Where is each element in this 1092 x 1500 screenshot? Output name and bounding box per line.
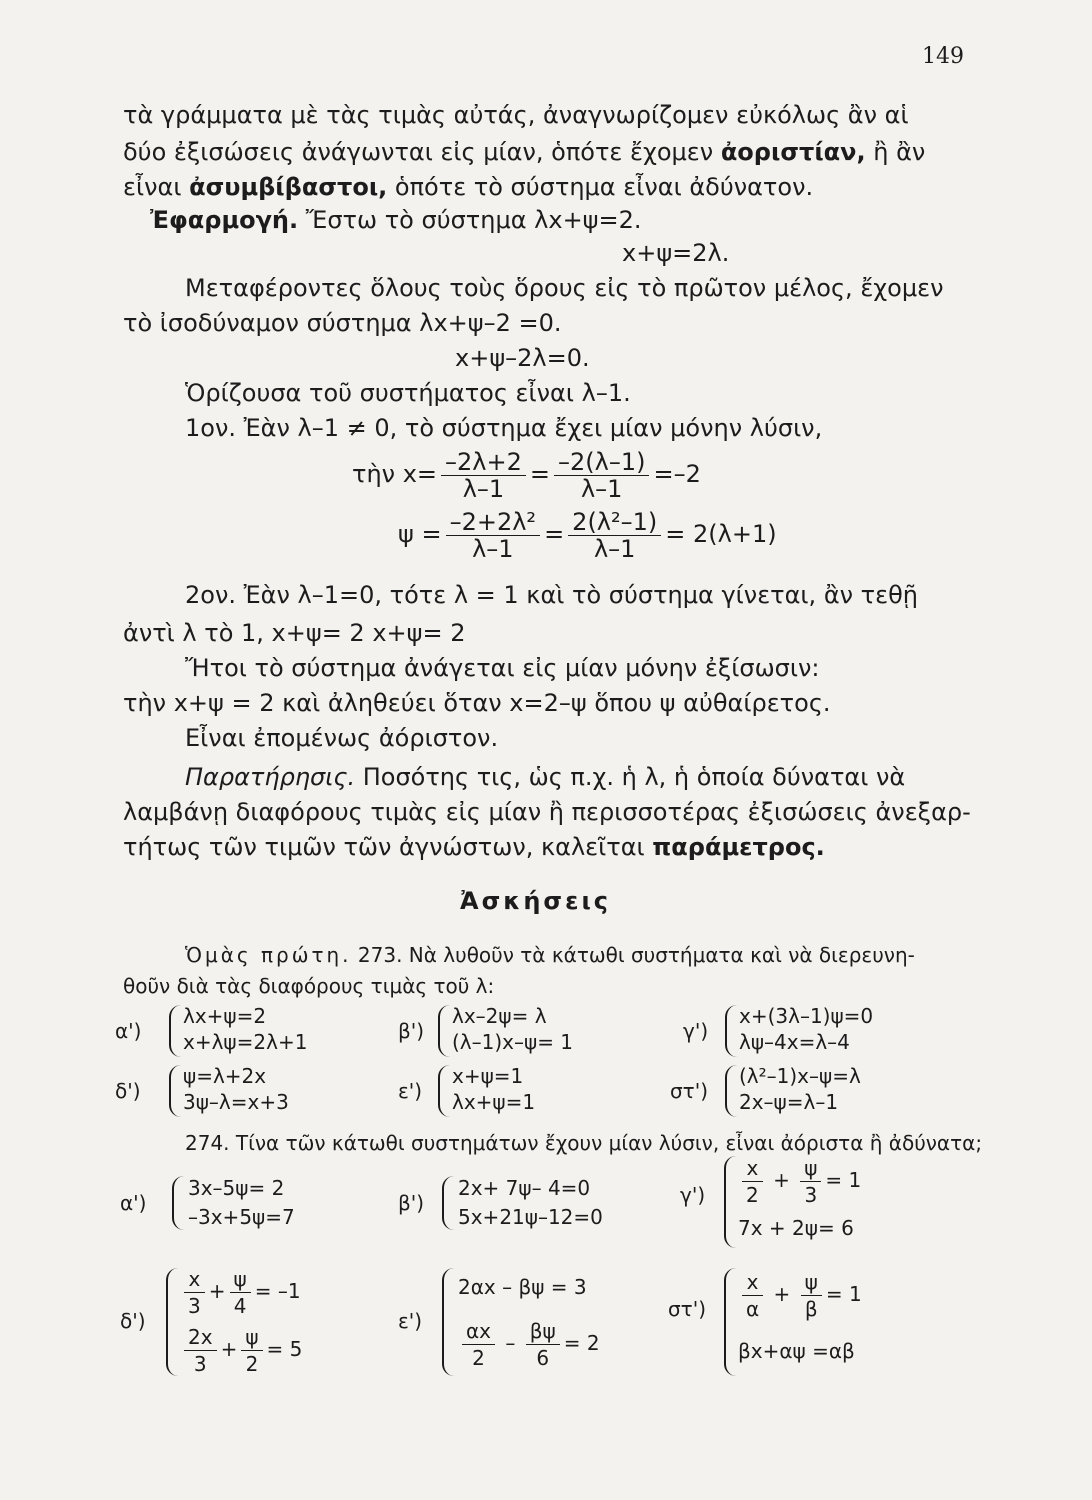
fraction: $\frac{-2\lambda+2}{\lambda-1}$ <box>441 449 526 502</box>
brace <box>438 1065 450 1117</box>
text-line: λαμβάνῃ διαφόρους τιμὰς εἰς μίαν ἢ περισσοτέρας ἐξισώσεις ἀνεξαρ- <box>123 798 971 826</box>
equation: x+ψ–2λ=0. <box>455 344 590 372</box>
fraction: $\frac{\text{2(λ²–1)}}{\lambda-1}$ <box>568 509 661 562</box>
exercises-heading: Ἀσκήσεις <box>460 887 612 915</box>
term-indeterminacy: ἀοριστίαν, <box>720 138 866 166</box>
text-line: τὸ ἰσοδύναμον σύστημα λx+ψ–2 =0. <box>123 309 562 337</box>
term-parameter: παράμετρος. <box>652 833 825 861</box>
text-line: 2ον. Ἐὰν λ–1=0, τότε λ = 1 καὶ τὸ σύστημα γίνεται, ἂν τεθῇ <box>185 581 918 609</box>
equation: x+ψ=2λ. <box>622 239 730 267</box>
text-line: δύο ἐξισώσεις ἀνάγωνται εἰς μίαν, ὁπότε ἔχομεν ἀοριστίαν, ἢ ἂν <box>123 138 926 166</box>
fraction: $\frac{2x}{3}$ <box>184 1324 217 1377</box>
system-274c: γ') $\frac{x}{2}$ + $\frac{\psi}{3}$ = 1 7x + 2ψ= 6 <box>680 1152 940 1252</box>
fraction: $\frac{\psi}{3}$ <box>800 1155 821 1208</box>
fraction: $\frac{\psi}{\beta}$ <box>801 1269 822 1322</box>
text-line: τήτως τῶν τιμῶν τῶν ἀγνώστων, καλεῖται παράμετρος. <box>123 833 825 861</box>
text-line: εἶναι ἀσυμβίβαστοι, ὁπότε τὸ σύστημα εἶναι ἀδύνατον. <box>123 173 814 201</box>
y-solution: ψ = $\frac{\text{–2+2λ²}}{\lambda-1}$ = $\frac{\text{2(λ²–1)}}{\lambda-1}$ = 2(λ+1) <box>398 507 777 563</box>
system-274b: β') 2x+ 7ψ– 4=0 5x+21ψ–12=0 <box>398 1176 603 1229</box>
brace <box>169 1065 181 1117</box>
fraction: $\frac{x}{3}$ <box>184 1266 205 1319</box>
brace <box>438 1005 450 1057</box>
system-274f: στ') $\frac{x}{\alpha}$ + $\frac{\psi}{\beta}$ = 1 βx+αψ =αβ <box>668 1262 958 1382</box>
exercise-intro: Ὁμὰς πρώτη. 273. Νὰ λυθοῦν τὰ κάτωθι συστήματα καὶ νὰ διερευνη- <box>185 943 915 967</box>
brace <box>166 1268 178 1376</box>
brace <box>169 1005 181 1057</box>
fraction: $\frac{-2(\lambda-1)}{\lambda-1}$ <box>554 449 649 502</box>
exercise-intro: θοῦν διὰ τὰς διαφόρους τιμὰς τοῦ λ: <box>123 974 495 998</box>
system-273a: α') λx+ψ=2 x+λψ=2λ+1 <box>115 1003 415 1059</box>
brace <box>442 1268 454 1376</box>
fraction: $\frac{\psi}{4}$ <box>230 1266 251 1319</box>
text-line: ἀντὶ λ τὸ 1, x+ψ= 2 x+ψ= 2 <box>123 619 466 647</box>
remark-line: Παρατήρησις. Ποσότης τις, ὡς π.χ. ἡ λ, ἡ ὁποία δύναται νὰ <box>185 763 906 791</box>
system-273c: γ') x+(3λ–1)ψ=0 λψ–4x=λ–4 <box>683 1003 983 1059</box>
application-line: Ἐφαρμογή. Ἔστω τὸ σύστημα λx+ψ=2. <box>150 206 642 234</box>
x-solution: τὴν x= $\frac{-2\lambda+2}{\lambda-1}$ = $\frac{-2(\lambda-1)}{\lambda-1}$ =–2 <box>352 447 701 503</box>
application-label: Ἐφαρμογή. <box>150 206 299 234</box>
system-274e: ε') 2αx – βψ = 3 $\frac{\alpha x}{2}$ – $\frac{\beta\psi}{6}$ = 2 <box>398 1262 658 1382</box>
system-274a: α') 3x–5ψ= 2 –3x+5ψ=7 <box>120 1176 295 1229</box>
system-273b: β') λx–2ψ= λ (λ–1)x–ψ= 1 <box>398 1003 638 1059</box>
text-line: Εἶναι ἐπομένως ἀόριστον. <box>185 724 499 752</box>
text-line: Ὁρίζουσα τοῦ συστήματος εἶναι λ–1. <box>185 379 631 407</box>
brace <box>172 1176 184 1230</box>
fraction: $\frac{\beta\psi}{6}$ <box>526 1318 560 1371</box>
exercise-274-question: 274. Τίνα τῶν κάτωθι συστημάτων ἔχουν μίαν λύσιν, εἶναι ἀόριστα ἢ ἀδύνατα; <box>185 1131 983 1155</box>
brace <box>442 1176 454 1230</box>
fraction: $\frac{\alpha x}{2}$ <box>462 1318 495 1371</box>
fraction: $\frac{x}{\alpha}$ <box>742 1269 763 1322</box>
brace <box>724 1268 736 1376</box>
text-line: Ἤτοι τὸ σύστημα ἀνάγεται εἰς μίαν μόνην ἐξίσωσιν: <box>185 654 820 682</box>
remark-label: Παρατήρησις. <box>185 763 356 791</box>
text-line: Μεταφέροντες ὅλους τοὺς ὅρους εἰς τὸ πρῶτον μέλος, ἔχομεν <box>185 274 944 302</box>
fraction: $\frac{\psi}{2}$ <box>241 1324 262 1377</box>
brace <box>725 1065 737 1117</box>
term-incompatible: ἀσυμβίβαστοι, <box>189 173 388 201</box>
text-line: τὴν x+ψ = 2 καὶ ἀληθεύει ὅταν x=2–ψ ὅπου ψ αὐθαίρετος. <box>123 689 831 717</box>
brace <box>724 1156 736 1248</box>
text-line: 1ον. Ἐὰν λ–1 ≠ 0, τὸ σύστημα ἔχει μίαν μόνην λύσιν, <box>185 414 823 442</box>
system-273d: δ') ψ=λ+2x 3ψ–λ=x+3 <box>115 1063 415 1119</box>
system-274d: δ') $\frac{x}{3}$ + $\frac{\psi}{4}$ = –1 $\frac{2x}{3}$ + $\frac{\psi}{2}$ = 5 <box>120 1267 303 1376</box>
fraction: $\frac{x}{2}$ <box>742 1155 763 1208</box>
brace <box>725 1005 737 1057</box>
fraction: $\frac{\text{–2+2λ²}}{\lambda-1}$ <box>446 509 540 562</box>
system-273e: ε') x+ψ=1 λx+ψ=1 <box>398 1063 638 1119</box>
system-273f: στ') (λ²–1)x–ψ=λ 2x–ψ=λ–1 <box>670 1063 970 1119</box>
text-line: τὰ γράμματα μὲ τὰς τιμὰς αὐτάς, ἀναγνωρίζομεν εὐκόλως ἂν αἱ <box>123 101 909 129</box>
page-number: 149 <box>922 44 964 69</box>
